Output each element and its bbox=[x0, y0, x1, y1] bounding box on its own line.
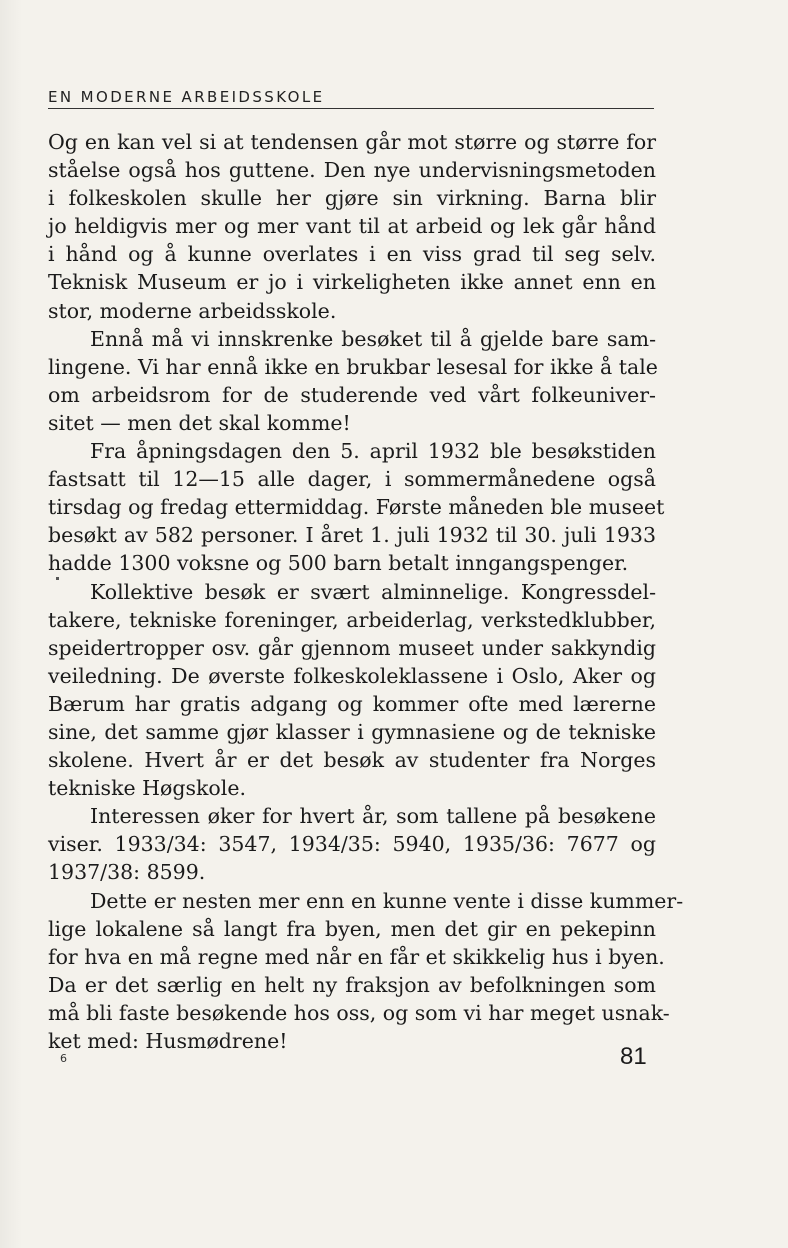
text-line: i folkeskolen skulle her gjøre sin virkning. Barna blir bbox=[48, 186, 656, 211]
text-line: lingene. Vi har ennå ikke en brukbar lesesal for ikke å tale bbox=[48, 354, 658, 379]
text-line: speidertropper osv. går gjennom museet under sakkyndig bbox=[48, 635, 656, 660]
signature-mark: 6 bbox=[60, 1052, 67, 1065]
text-line: Fra åpningsdagen den 5. april 1932 ble besøkstiden bbox=[90, 439, 656, 464]
text-line: må bli faste besøkende hos oss, og som vi har meget usnak- bbox=[48, 1000, 670, 1025]
text-line: Bærum har gratis adgang og kommer ofte med lærerne bbox=[48, 691, 656, 716]
text-line: 1937/38: 8599. bbox=[48, 860, 206, 885]
text-line: sine, det samme gjør klasser i gymnasiene og de tekniske bbox=[48, 719, 656, 744]
text-line: Ennå må vi innskrenke besøket til å gjelde bare sam- bbox=[90, 326, 656, 351]
text-line: Kollektive besøk er svært alminnelige. Kongressdel- bbox=[90, 579, 656, 604]
header-rule bbox=[48, 108, 654, 109]
text-line: sitet — men det skal komme! bbox=[48, 410, 351, 435]
text-line: takere, tekniske foreninger, arbeiderlag, verkstedklubber, bbox=[48, 607, 656, 632]
text-line: skolene. Hvert år er det besøk av studenter fra Norges bbox=[48, 748, 656, 773]
page-edge-shadow bbox=[0, 0, 22, 1248]
page-number: 81 bbox=[620, 1043, 647, 1070]
text-line: ket med: Husmødrene! bbox=[48, 1029, 288, 1053]
running-head: EN MODERNE ARBEIDSSKOLE bbox=[48, 88, 325, 106]
text-line: tirsdag og fredag ettermiddag. Første måneden ble museet bbox=[48, 495, 665, 520]
text-line: tekniske Høgskole. bbox=[48, 776, 246, 801]
text-line: Og en kan vel si at tendensen går mot større og større for bbox=[48, 130, 656, 154]
text-line: Interessen øker for hvert år, som tallene på besøkene bbox=[90, 804, 656, 829]
text-line: hadde 1300 voksne og 500 barn betalt inngangspenger. bbox=[48, 551, 629, 576]
text-line: Da er det særlig en helt ny fraksjon av befolkningen som bbox=[48, 972, 656, 997]
text-line: lige lokalene så langt fra byen, men det gir en pekepinn bbox=[48, 916, 656, 941]
text-line: fastsatt til 12—15 alle dager, i sommermånedene også bbox=[48, 467, 656, 492]
text-line: Teknisk Museum er jo i virkeligheten ikke annet enn en bbox=[48, 270, 656, 295]
text-line: jo heldigvis mer og mer vant til at arbeid og lek går hånd bbox=[48, 214, 656, 239]
text-line: viser. 1933/34: 3547, 1934/35: 5940, 1935/36: 7677 og bbox=[48, 832, 656, 857]
text-line: i hånd og å kunne overlates i en viss grad til seg selv. bbox=[48, 242, 656, 267]
text-line: om arbeidsrom for de studerende ved vårt folkeuniver- bbox=[48, 382, 656, 407]
text-line: besøkt av 582 personer. I året 1. juli 1932 til 30. juli 1933 bbox=[48, 523, 656, 548]
text-line: ståelse også hos guttene. Den nye undervisningsmetoden bbox=[48, 158, 656, 183]
text-line: veiledning. De øverste folkeskoleklassene i Oslo, Aker og bbox=[48, 663, 656, 688]
text-line: Dette er nesten mer enn en kunne vente i disse kummer- bbox=[90, 888, 684, 913]
body-text bbox=[48, 128, 684, 1055]
text-line: for hva en må regne med når en får et skikkelig hus i byen. bbox=[48, 944, 665, 969]
text-line: stor, moderne arbeidsskole. bbox=[48, 298, 337, 323]
